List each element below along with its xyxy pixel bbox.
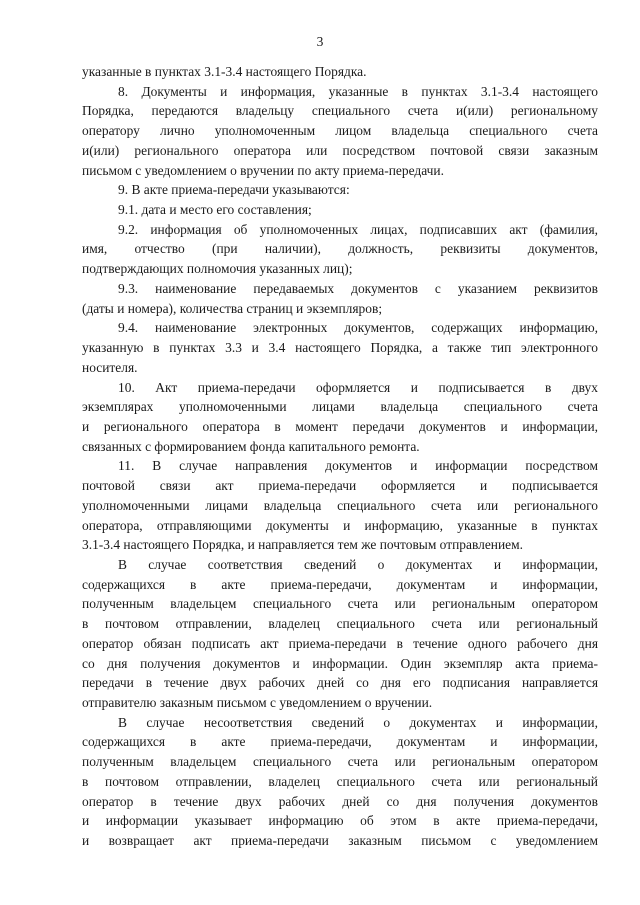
text-line: экземплярах уполномоченными лицами владельца специального счета xyxy=(82,399,598,415)
text-line: 9. В акте приема-передачи указываются: xyxy=(118,182,350,198)
text-line: и(или) регионального оператора или посредством почтовой связи заказным xyxy=(82,142,598,158)
text-line: подтверждающих полномочия указанных лиц); xyxy=(82,261,353,277)
text-line: оператор в течение двух рабочих дней со дня получения документов xyxy=(82,793,598,809)
text-line: носителя. xyxy=(82,359,138,375)
text-line: имя, отчество (при наличии), должность, реквизиты документов, xyxy=(82,241,598,257)
text-line: связанных с формированием фонда капитального ремонта. xyxy=(82,438,420,454)
text-line: В случае несоответствия сведений о документах и информации, xyxy=(118,714,598,730)
text-line: В случае соответствия сведений о документах и информации, xyxy=(118,556,598,572)
text-line: оператора, отправляющими документы и информацию, указанные в пунктах xyxy=(82,517,598,533)
text-line: и информации указывает информацию об этом в акте приема-передачи, xyxy=(82,813,598,829)
text-line: почтовой связи акт приема-передачи оформляется и подписывается xyxy=(82,478,598,494)
text-line: отправителю заказным письмом с уведомлением о вручении. xyxy=(82,695,433,710)
text-line: 10. Акт приема-передачи оформляется и подписывается в двух xyxy=(118,379,598,395)
text-line: и регионального оператора в момент передачи документов и информации, xyxy=(82,418,598,434)
text-line: содержащихся в акте приема-передачи, документам и информации, xyxy=(82,576,598,592)
text-line: 9.4. наименование электронных документов, содержащих информацию, xyxy=(118,320,598,336)
text-line: указанные в пунктах 3.1-3.4 настоящего Порядка. xyxy=(82,64,367,79)
text-line: уполномоченными лицами владельца специального счета или регионального xyxy=(82,497,598,513)
text-line: 9.1. дата и место его составления; xyxy=(118,202,312,218)
page-number: 3 xyxy=(316,34,324,49)
text-line: полученным владельцем специального счета или региональным оператором xyxy=(82,754,598,770)
text-line: оператор обязан подписать акт приема-передачи в течение одного рабочего дня xyxy=(82,635,598,651)
text-line: передачи в течение двух рабочих дней со дня его подписания направляется xyxy=(82,675,598,691)
text-line: 3.1-3.4 настоящего Порядка, и направляется тем же почтовым отправлением. xyxy=(82,537,524,553)
text-line: 11. В случае направления документов и информации посредством xyxy=(118,458,598,474)
text-line: оператору лично уполномоченным лицом владельца специального счета xyxy=(82,123,598,139)
text-line: в почтовом отправлении, владелец специального счета или региональный xyxy=(82,616,598,632)
text-line: и возвращает акт приема-передачи заказным письмом с уведомлением xyxy=(82,833,598,849)
text-line: (даты и номера), количества страниц и экземпляров; xyxy=(82,300,383,316)
document-body xyxy=(82,62,598,851)
text-line: письмом с уведомлением о вручении по акту приема-передачи. xyxy=(82,162,444,178)
text-line: полученным владельцем специального счета или региональным оператором xyxy=(82,596,598,612)
text-line: со дня получения документов и информации. Один экземпляр акта приема- xyxy=(82,655,598,671)
text-line: содержащихся в акте приема-передачи, документам и информации, xyxy=(82,734,598,750)
text-line: 9.2. информация об уполномоченных лицах, подписавших акт (фамилия, xyxy=(118,221,598,237)
text-line: Порядка, передаются владельцу специального счета и(или) региональному xyxy=(82,103,598,119)
text-line: 9.3. наименование передаваемых документов с указанием реквизитов xyxy=(118,280,598,296)
text-line: указанную в пунктах 3.3 и 3.4 настоящего Порядка, а также тип электронного xyxy=(82,340,598,356)
text-line: 8. Документы и информация, указанные в пунктах 3.1-3.4 настоящего xyxy=(118,83,598,99)
text-line: в почтовом отправлении, владелец специального счета или региональный xyxy=(82,773,598,789)
